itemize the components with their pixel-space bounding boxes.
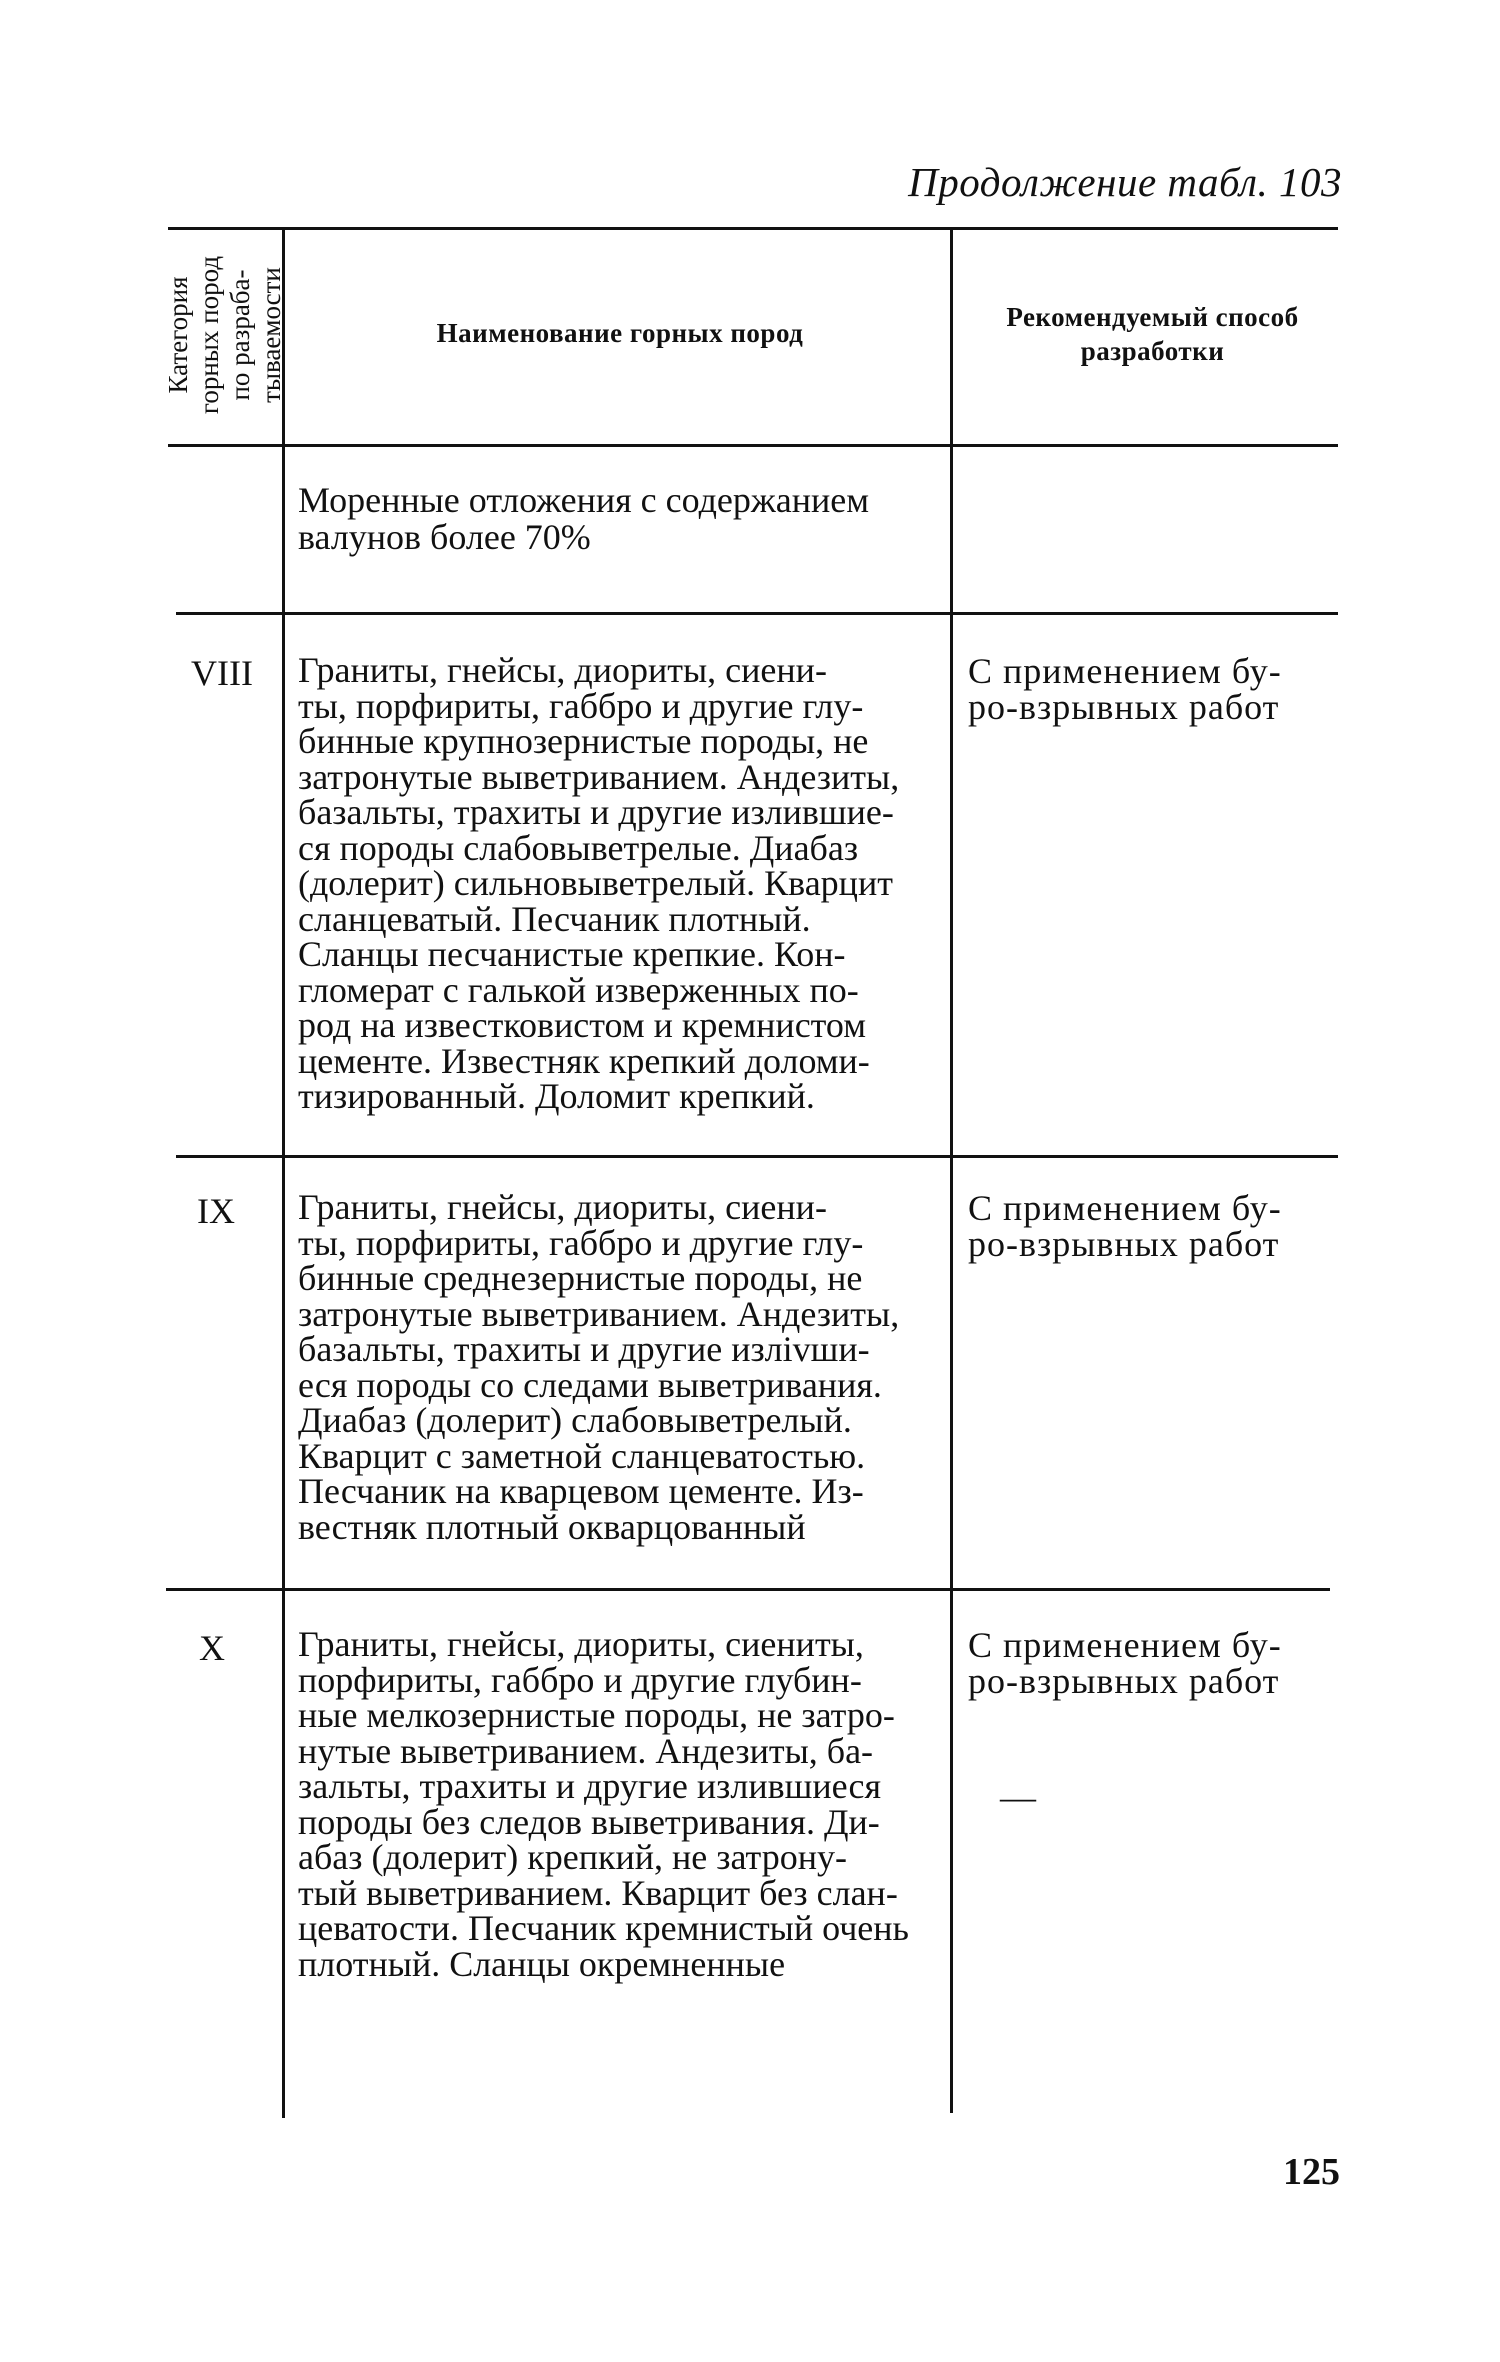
- row-extra-dash: —: [1000, 1777, 1036, 1817]
- header-rock-name: Наименование горных пород: [436, 318, 804, 348]
- row-method: С применением бу- ро-взрывных работ: [968, 651, 1282, 727]
- header-method: [960, 300, 1345, 368]
- header-category: [163, 232, 286, 438]
- row-description: Граниты, гнейсы, диориты, сиениты, порфириты, габбро и другие глубин- ные мелкозернистые породы, не затро- нутые выветриванием. Андезиты, ба- зальты, трахиты и другие излившиеся породы без следов выветривания. Ди- абаз (долерит) крепкий, не затрону- тый выветриванием. Кварцит без слан- цеватости. Песчаник кремнистый очень плотный. Сланцы окремненные: [298, 1624, 909, 1984]
- row-method: С применением бу- ро-взрывных работ: [968, 1188, 1282, 1264]
- table-top-rule: [168, 227, 1338, 230]
- header-category-label: Категория горных пород по разраба- тываемости: [163, 255, 286, 415]
- table-continuation-caption: Продолжение табл. 103: [908, 159, 1342, 205]
- page-number: 125: [1283, 2151, 1340, 2193]
- row-category: VIII: [191, 653, 253, 693]
- row-separator: [166, 1588, 1330, 1591]
- row-separator: [176, 1155, 1338, 1158]
- column-divider-right: [950, 228, 953, 2113]
- row-description: Моренные отложения с содержанием валунов более 70%: [298, 480, 870, 557]
- row-category: IX: [197, 1191, 235, 1231]
- row-description: Граниты, гнейсы, диориты, сиени- ты, порфириты, габбро и другие глу- бинные крупнозернистые породы, не затронутые выветриванием. Андезиты, базальты, трахиты и другие излившие- ся породы слабовыветрелые. Диабаз (долерит) сильновыветрелый. Кварцит сланцеватый. Песчаник плотный. Сланцы песчанистые крепкие. Кон- гломерат с галькой изверженных по- род на известковистом и кремнистом цементе. Известняк крепкий доломи- тизированный. Доломит крепкий.: [298, 650, 900, 1116]
- row-method: С применением бу- ро-взрывных работ: [968, 1625, 1282, 1701]
- row-separator: [176, 612, 1338, 615]
- row-category: X: [199, 1628, 225, 1668]
- header-bottom-rule: [168, 444, 1338, 447]
- header-method-label: Рекомендуемый способ разработки: [1006, 302, 1299, 366]
- row-description: Граниты, гнейсы, диориты, сиени- ты, порфириты, габбро и другие глу- бинные среднезернистые породы, не затронутые выветриванием. Андезиты, базальты, трахиты и другие излivши- еся породы со следами выветривания. Диабаз (долерит) слабовыветрелый. Кварцит с заметной сланцеватостью. Песчаник на кварцевом цементе. Из- вестняк плотный окварцованный: [298, 1187, 900, 1547]
- column-divider-left: [282, 228, 285, 2118]
